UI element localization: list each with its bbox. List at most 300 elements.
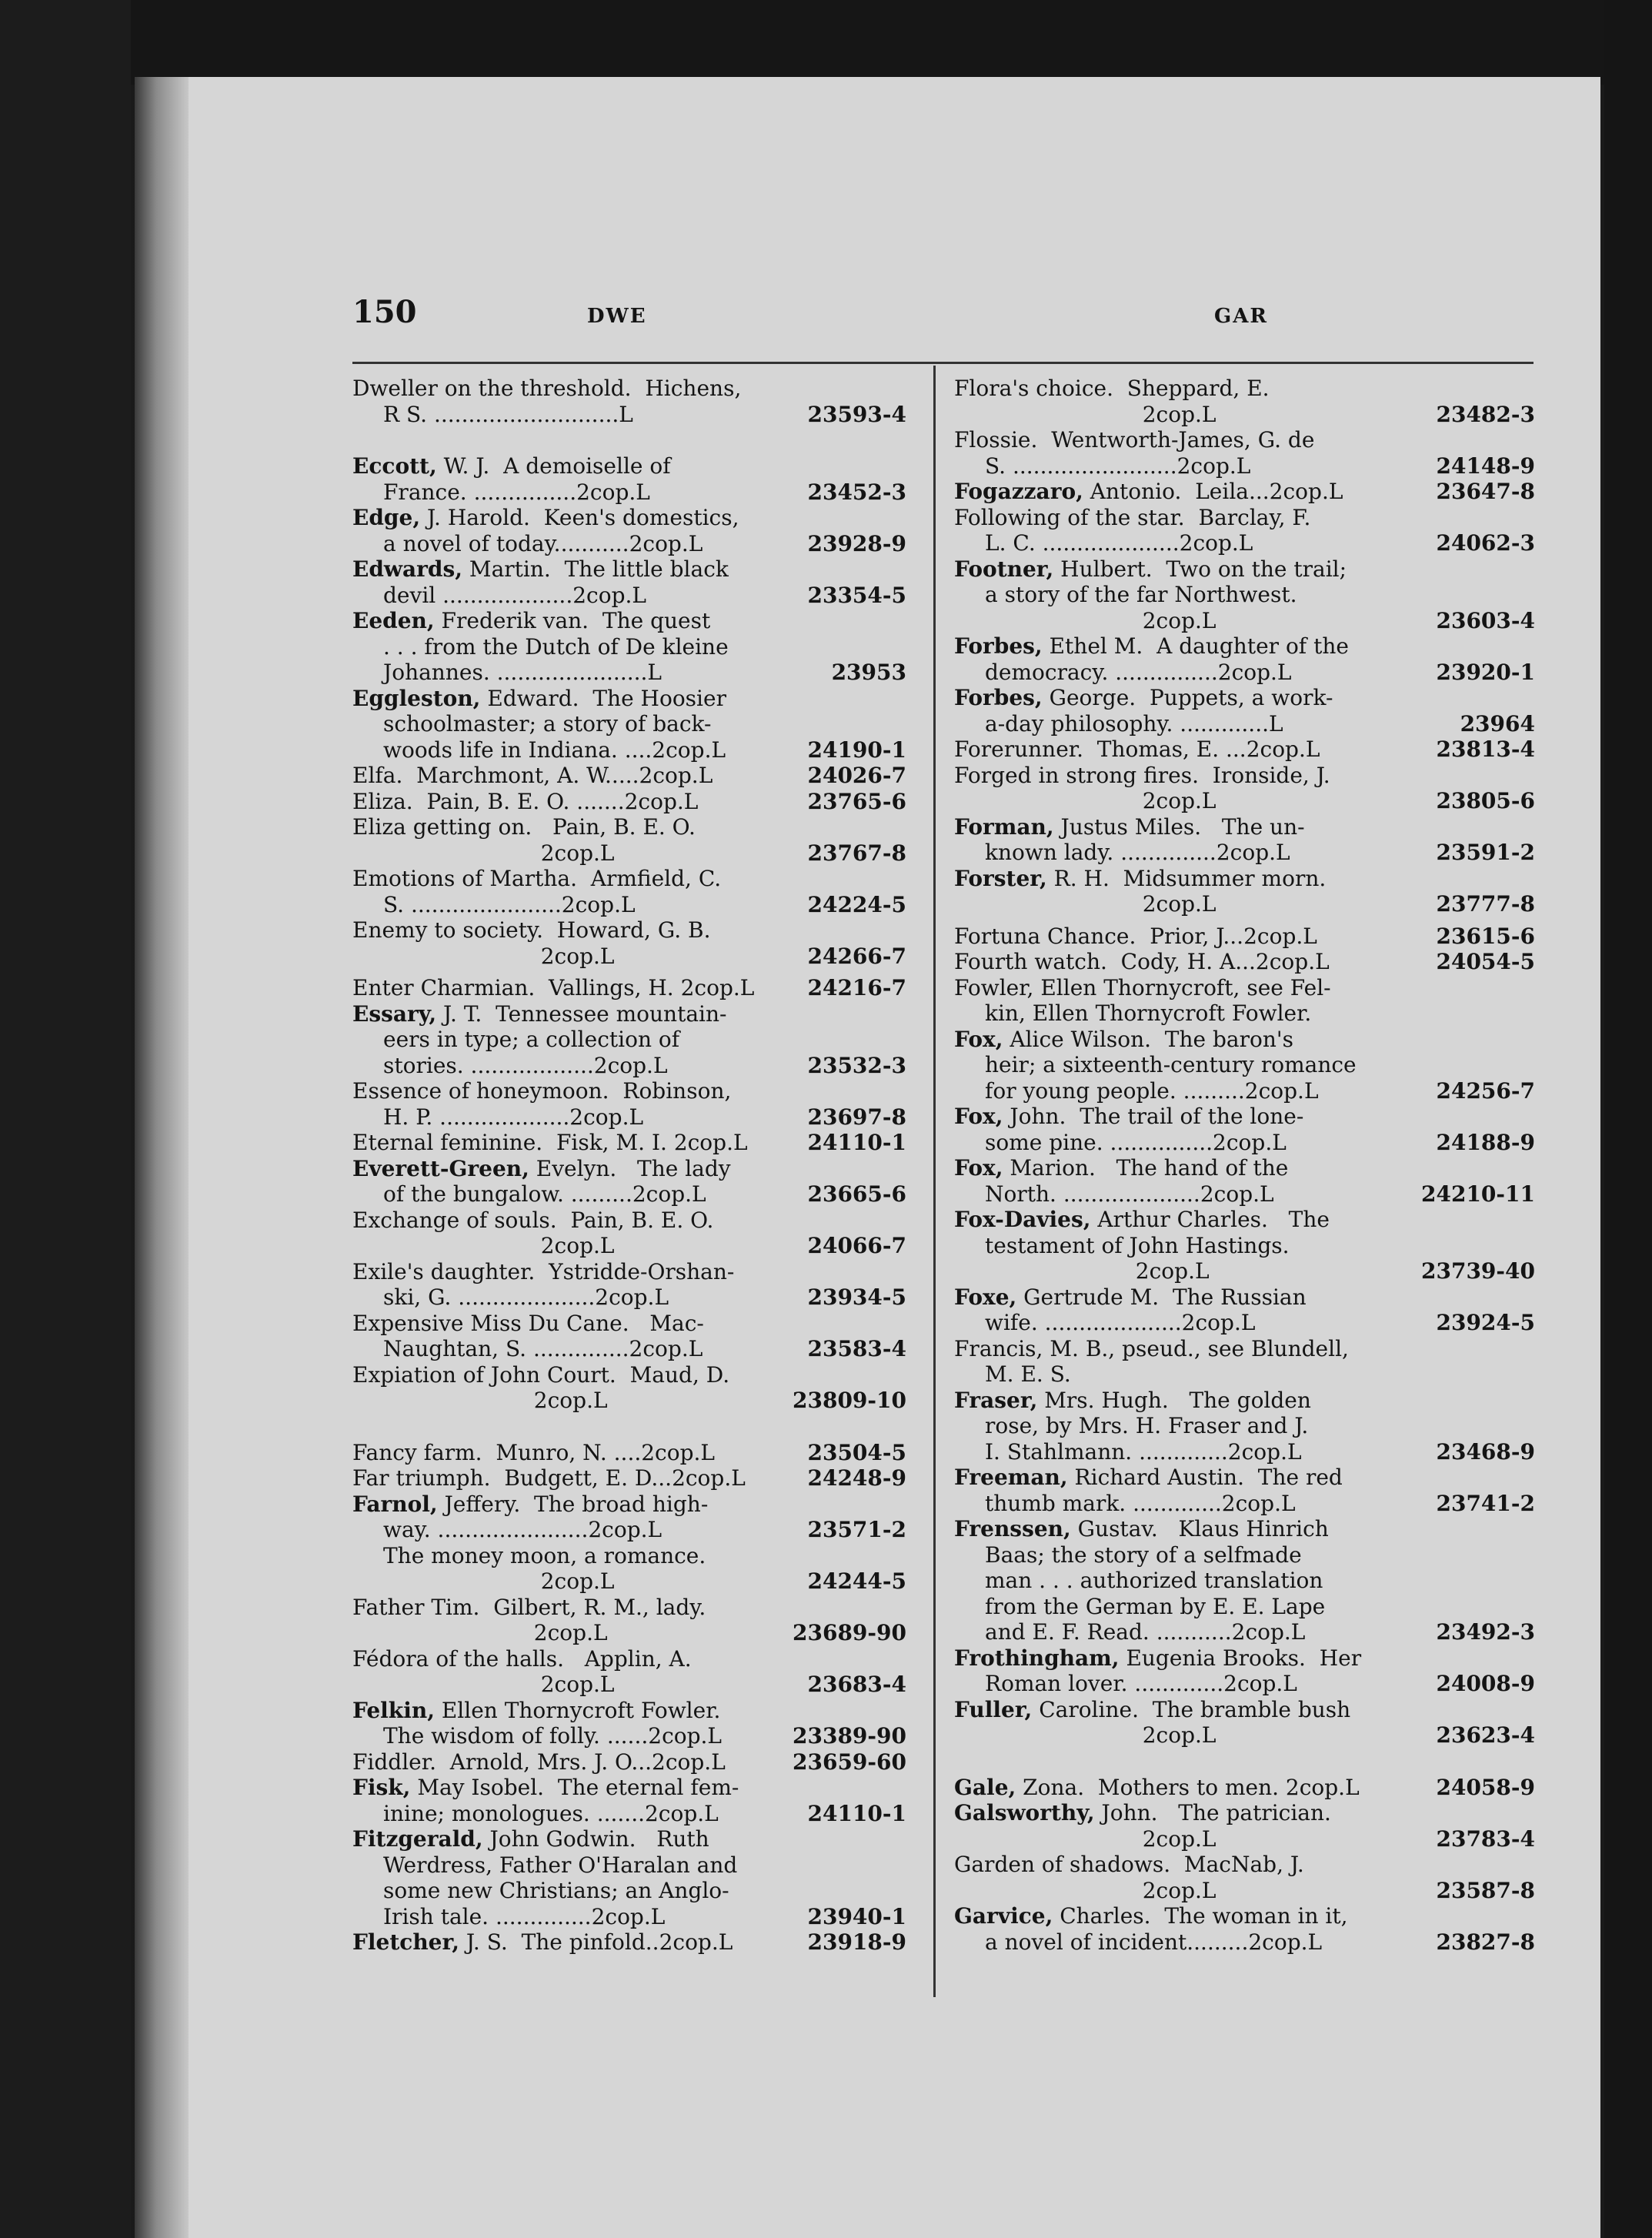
scan-border-top [0,0,1652,85]
catalog-number: 23665-6 [807,1181,906,1207]
catalog-number: 23924-5 [1436,1310,1535,1335]
entry-line [352,402,906,428]
catalog-number: 23683-4 [807,1672,906,1697]
entry-text [954,1826,1420,1852]
entry-line [954,975,1535,1001]
entry-text [352,376,791,402]
entry-line [954,1130,1535,1156]
entry-title-text: . . . from the Dutch of De kleine [383,633,729,660]
entry-text [352,1027,791,1053]
entry-text [954,711,1420,737]
catalog-entry [954,1027,1535,1104]
entry-title-text: Baas; the story of a selfmade [985,1542,1302,1568]
entry-title-text: Expiation of John Court. Maud, D. [352,1361,730,1388]
entry-text [352,1775,791,1801]
catalog-entry [954,866,1535,917]
entry-text [352,634,791,660]
entry-line [352,814,906,840]
catalog-entry [352,1130,906,1156]
entry-text [954,949,1420,975]
entry-title-text: from the German by E. E. Lape [985,1593,1326,1619]
entry-text [954,1491,1420,1517]
entry-title-text: 2cop.L [985,891,1216,917]
entry-title-text: Evelyn. The lady [529,1155,731,1181]
entry-title-text: Arthur Charles. The [1090,1207,1330,1232]
author-surname: Edwards, [352,556,463,582]
entry-line [352,1517,906,1543]
entry-text [352,1878,791,1904]
entry-text [954,660,1420,686]
entry-text [352,1543,791,1569]
entry-line [954,814,1535,840]
entry-line [954,1594,1535,1620]
author-surname: Frothingham, [954,1645,1120,1671]
entry-title-text: Zona. Mothers to men. 2cop.L [1016,1774,1360,1800]
entry-text [352,1336,791,1362]
catalog-number: 24054-5 [1436,949,1535,974]
author-surname: Garvice, [954,1903,1053,1929]
entry-text [352,1646,791,1672]
catalog-entry [954,1697,1535,1749]
entry-title-text: Fourth watch. Cody, H. A...2cop.L [954,949,1330,974]
entry-text [954,608,1420,634]
catalog-number: 23623-4 [1436,1722,1535,1748]
catalog-number: 23827-8 [1436,1929,1535,1955]
entry-line [352,975,906,1001]
entry-text [352,1311,791,1337]
entry-title-text: democracy. ...............2cop.L [985,659,1292,685]
entry-line [954,711,1535,737]
entry-title-text: Far triumph. Budgett, E. D...2cop.L [352,1465,746,1491]
entry-title-text: John Godwin. Ruth [482,1826,709,1852]
left-column [352,376,906,1956]
author-surname: Freeman, [954,1465,1068,1490]
entry-title-text: Charles. The woman in it, [1053,1903,1348,1929]
entry-title-text: thumb mark. .............2cop.L [985,1490,1296,1516]
entry-line [954,376,1535,402]
entry-title-text: Ethel M. A daughter of the [1042,633,1349,659]
entry-title-text: wife. ....................2cop.L [985,1310,1256,1335]
entry-title-text: rose, by Mrs. H. Fraser and J. [985,1413,1309,1438]
entry-line [352,866,906,892]
entry-title-text: ski, G. ....................2cop.L [383,1284,669,1310]
entry-text [352,1465,791,1491]
entry-line [352,1440,906,1466]
entry-line [954,1568,1535,1594]
entry-line [954,582,1535,608]
entry-line [352,660,906,686]
entry-text [954,788,1420,814]
entry-line [954,1233,1535,1259]
entry-title-text: man . . . authorized translation [985,1568,1323,1593]
entry-title-text: Exchange of souls. Pain, B. E. O. [352,1207,714,1233]
author-surname: Eccott, [352,453,437,479]
catalog-entry [954,376,1535,427]
catalog-entry [954,633,1535,685]
entry-line [352,944,906,970]
catalog-number: 23603-4 [1436,607,1535,633]
entry-title-text: Enter Charmian. Vallings, H. 2cop.L [352,975,755,1000]
entry-line [954,1310,1535,1336]
entry-title-text: Richard Austin. The red [1067,1465,1343,1490]
entry-title-text: M. E. S. [985,1361,1071,1387]
entry-text [954,737,1420,763]
entry-title-text: John. The patrician. [1094,1800,1331,1825]
entry-line [954,1852,1535,1878]
entry-text [954,1310,1420,1336]
entry-title-text: testament of John Hastings. [985,1232,1290,1258]
entry-text [954,530,1420,556]
entry-line [954,1155,1535,1181]
catalog-number: 23587-8 [1436,1877,1535,1903]
entry-title-text: a novel of incident.........2cop.L [985,1929,1323,1955]
entry-title-text: W. J. A demoiselle of [436,453,671,479]
entry-line [352,1053,906,1079]
author-surname: Galsworthy, [954,1800,1095,1825]
entry-title-text: Elfa. Marchmont, A. W.....2cop.L [352,763,713,788]
entry-title-text: some pine. ...............2cop.L [985,1129,1287,1155]
entry-line [352,1826,906,1852]
entry-title-text: R. H. Midsummer morn. [1046,865,1327,891]
author-surname: Fisk, [352,1775,411,1800]
entry-title-text: Edward. The Hoosier [480,685,726,711]
entry-text [954,1361,1420,1388]
entry-text [352,1208,791,1234]
entry-line [954,402,1535,428]
entry-line [352,1104,906,1131]
entry-line [954,763,1535,789]
entry-text [954,685,1420,711]
catalog-number: 23934-5 [807,1284,906,1310]
catalog-number: 24266-7 [807,943,906,969]
entry-text [954,1929,1420,1956]
entry-title-text: France. ...............2cop.L [383,479,650,505]
entry-title-text: Ellen Thornycroft Fowler. [434,1697,721,1723]
catalog-number: 23918-9 [807,1929,906,1955]
entry-text [954,1388,1420,1414]
catalog-entry [954,1516,1535,1645]
entry-text [954,924,1420,950]
entry-line [954,1413,1535,1439]
catalog-entry [954,1207,1535,1284]
catalog-entry [352,917,906,969]
catalog-entry [954,427,1535,479]
author-surname: Fletcher, [352,1929,459,1955]
entry-title-text: 2cop.L [985,1258,1210,1284]
entry-text [352,1259,791,1285]
catalog-entry [352,1259,906,1311]
entry-text [954,453,1420,479]
entry-title-text: Mrs. Hugh. The golden [1037,1387,1311,1413]
entry-line [352,531,906,557]
entry-title-text: Fowler, Ellen Thornycroft, see Fel- [954,974,1331,1000]
entry-line [954,1697,1535,1723]
entry-line [352,917,906,944]
entry-text [954,1594,1420,1620]
entry-title-text: Enemy to society. Howard, G. B. [352,917,711,943]
entry-text [352,1672,791,1698]
author-surname: Frenssen, [954,1516,1071,1542]
entry-text [954,556,1420,583]
entry-text [954,1052,1420,1078]
entry-line [352,1878,906,1904]
entry-title-text: 2cop.L [383,1620,608,1645]
catalog-number: 24148-9 [1436,453,1535,479]
entry-text [954,1878,1420,1904]
entry-line [954,1465,1535,1491]
entry-text [352,944,791,970]
entry-line [352,1388,906,1414]
entry-line [352,1284,906,1311]
catalog-entry [954,924,1535,950]
entry-text [352,583,791,609]
catalog-entry [954,1800,1535,1852]
catalog-number: 23928-9 [807,530,906,556]
author-surname: Fox, [954,1026,1003,1052]
entry-line [352,1491,906,1518]
entry-line [352,634,906,660]
catalog-number: 24066-7 [807,1233,906,1258]
catalog-entry [954,1775,1535,1801]
header-rule [352,362,1534,364]
entry-line [954,453,1535,479]
catalog-number: 23765-6 [807,788,906,814]
entry-text [954,1542,1420,1568]
catalog-entry [352,1826,906,1929]
catalog-entry [954,479,1535,505]
catalog-entry [954,737,1535,763]
entry-text [352,1491,791,1518]
entry-title-text: Roman lover. .............2cop.L [985,1671,1297,1696]
entry-text [352,505,791,531]
entry-text [352,1078,791,1104]
entry-title-text: Eternal feminine. Fisk, M. I. 2cop.L [352,1130,748,1155]
catalog-number: 23697-8 [807,1104,906,1130]
entry-text [352,556,791,583]
entry-text [352,1801,791,1827]
entry-line [954,1671,1535,1697]
catalog-number: 24058-9 [1436,1774,1535,1800]
catalog-number: 23615-6 [1436,923,1535,949]
entry-text [954,505,1420,531]
entry-text [352,711,791,737]
entry-text [352,686,791,712]
entry-title-text: 2cop.L [383,943,615,969]
entry-title-text: heir; a sixteenth-century romance [985,1052,1357,1077]
entry-title-text: North. ....................2cop.L [985,1181,1274,1207]
entry-title-text: 2cop.L [985,788,1216,813]
entry-line [954,1929,1535,1956]
entry-line [352,1620,906,1646]
author-surname: Fox-Davies, [954,1207,1091,1232]
catalog-entry [352,1929,906,1956]
entry-line [954,660,1535,686]
scan-border-left [0,0,131,2238]
entry-line [352,1672,906,1698]
catalog-entry [352,1156,906,1208]
entry-text [352,453,791,479]
entry-text [954,1078,1420,1104]
entry-title-text: Hulbert. Two on the trail; [1053,556,1347,582]
entry-line [352,1181,906,1208]
entry-title-text: Francis, M. B., pseud., see Blundell, [954,1335,1349,1361]
catalog-number: 23920-1 [1436,659,1535,685]
catalog-entry [954,556,1535,634]
catalog-entry [954,949,1535,975]
entry-text [954,1697,1420,1723]
entry-text [352,814,791,840]
catalog-entry [352,1698,906,1749]
entry-text [954,1671,1420,1697]
catalog-entry [352,608,906,686]
entry-line [954,1516,1535,1542]
entry-title-text: a novel of today...........2cop.L [383,530,703,556]
entry-line [954,685,1535,711]
entry-text [954,633,1420,660]
entry-text [352,1156,791,1182]
entry-text [352,1388,791,1414]
catalog-number: 23953 [831,660,906,685]
entry-line [352,1156,906,1182]
entry-title-text: a-day philosophy. .............L [985,710,1283,737]
entry-line [352,840,906,867]
catalog-number: 23452-3 [807,479,906,505]
entry-text [954,1336,1420,1362]
catalog-entry [352,1465,906,1491]
entry-line [352,1027,906,1053]
entry-text [954,1465,1420,1491]
entry-text [352,1362,791,1388]
author-surname: Fitzgerald, [352,1826,483,1852]
catalog-number: 24110-1 [807,1800,906,1826]
entry-title-text: Forged in strong fires. Ironside, J. [954,762,1330,788]
catalog-number: 23504-5 [807,1439,906,1465]
entry-line [352,1001,906,1027]
entry-line [352,1259,906,1285]
catalog-number: 23739-40 [1421,1258,1535,1284]
entry-line [352,1543,906,1569]
entry-text [954,1619,1420,1645]
entry-title-text: some new Christians; an Anglo- [383,1878,729,1903]
entry-text [352,789,791,815]
catalog-entry [954,1284,1535,1336]
entry-text [352,1284,791,1311]
catalog-entry [954,505,1535,556]
entry-title-text: Justus Miles. The un- [1053,813,1305,840]
entry-line [954,608,1535,634]
entry-title-text: R S. ...........................L [383,401,633,427]
entry-title-text: kin, Ellen Thornycroft Fowler. [985,1000,1312,1026]
catalog-number: 23571-2 [807,1517,906,1542]
entry-title-text: J. T. Tennessee mountain- [436,1000,727,1027]
entry-text [954,479,1420,505]
entry-title-text: Exile's daughter. Ystridde-Orshan- [352,1258,735,1284]
entry-title-text: 2cop.L [383,1568,615,1594]
entry-line [352,789,906,815]
catalog-entry [954,1852,1535,1903]
author-surname: Essary, [352,1000,437,1027]
author-surname: Eeden, [352,608,435,633]
entry-line [954,1052,1535,1078]
entry-title-text: a story of the far Northwest. [985,582,1297,607]
entry-text [954,1722,1420,1749]
entry-line [954,1258,1535,1284]
catalog-number: 24008-9 [1436,1671,1535,1696]
author-surname: Gale, [954,1774,1016,1800]
author-surname: Fraser, [954,1387,1038,1413]
entry-title-text: Johannes. ......................L [383,660,662,685]
entry-title-text: Essence of honeymoon. Robinson, [352,1078,732,1104]
entry-line [954,1800,1535,1826]
entry-title-text: Fiddler. Arnold, Mrs. J. O...2cop.L [352,1749,726,1775]
catalog-entry [954,1155,1535,1207]
entry-title-text: Gustav. Klaus Hinrich [1070,1516,1329,1542]
entry-title-text: May Isobel. The eternal fem- [410,1775,739,1800]
entry-line [352,608,906,634]
catalog-entry [352,505,906,556]
catalog-number: 24190-1 [807,737,906,763]
entry-title-text: of the bungalow. .........2cop.L [383,1181,706,1207]
entry-text [352,1104,791,1131]
catalog-number: 24110-1 [807,1130,906,1155]
catalog-number: 23805-6 [1436,788,1535,813]
entry-text [954,1413,1420,1439]
author-surname: Eggleston, [352,685,481,711]
entry-text [954,1155,1420,1181]
entry-line [352,1749,906,1775]
entry-line [954,1181,1535,1208]
entry-text [954,1130,1420,1156]
entry-text [954,1027,1420,1053]
entry-text [954,1233,1420,1259]
entry-title-text: The money moon, a romance. [383,1542,706,1568]
catalog-entry [954,1645,1535,1697]
entry-line [352,763,906,789]
entry-title-text: Eliza getting on. Pain, B. E. O. [352,814,696,840]
entry-title-text: Antonio. Leila...2cop.L [1083,479,1343,504]
catalog-entry [352,556,906,608]
running-head-right: GAR [1214,305,1268,328]
entry-text [352,1517,791,1543]
entry-line [352,1568,906,1595]
entry-line [954,1078,1535,1104]
entry-line [954,1722,1535,1749]
entry-text [352,479,791,506]
entry-line [352,376,906,402]
catalog-number: 23940-1 [807,1903,906,1929]
entry-text [352,1001,791,1027]
entry-line [352,737,906,763]
entry-text [954,1439,1420,1465]
entry-line [954,949,1535,975]
entry-line [954,633,1535,660]
entry-line [954,1903,1535,1929]
entry-text [954,1000,1420,1027]
entry-title-text: Martin. The little black [462,556,729,582]
entry-line [954,1336,1535,1362]
entry-title-text: 2cop.L [383,1672,615,1697]
entry-title-text: Expensive Miss Du Cane. Mac- [352,1310,704,1336]
entry-text [954,1800,1420,1826]
entry-line [954,1000,1535,1027]
catalog-number: 23492-3 [1436,1619,1535,1645]
catalog-entry [352,814,906,866]
entry-line [954,1775,1535,1801]
entry-title-text: H. P. ...................2cop.L [383,1104,644,1130]
catalog-entry [352,1646,906,1698]
entry-title-text: known lady. ..............2cop.L [985,840,1290,865]
entry-line [954,505,1535,531]
